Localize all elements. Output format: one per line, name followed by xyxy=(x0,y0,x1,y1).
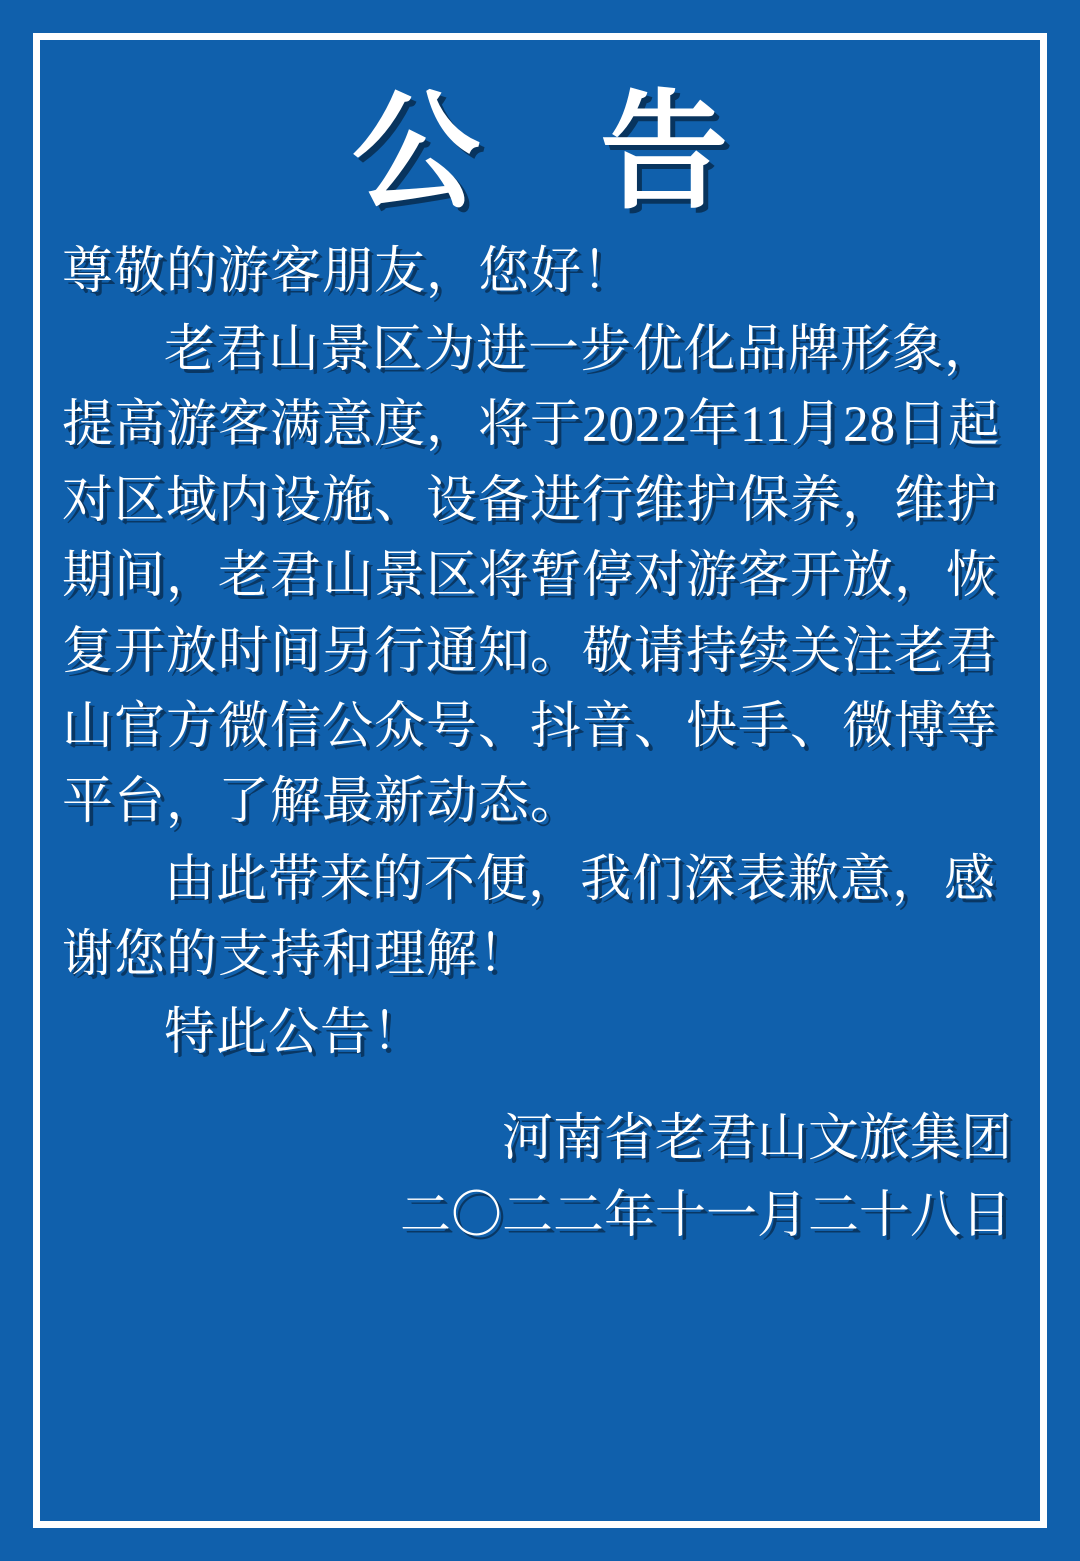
page-title: 公 告 xyxy=(351,82,772,224)
paragraph-maintenance-notice: 老君山景区为进一步优化品牌形象，提高游客满意度，将于2022年11月28日起对区域内设施、设备进行维护保养，维护期间，老君山景区将暂停对游客开放，恢复开放时间另行通知。敬请持续关注老君山官方微信公众号、抖音、快手、微博等平台，了解最新动态。 xyxy=(62,321,1001,831)
paragraph-closing: 特此公告！ xyxy=(164,1004,425,1061)
signature-organization: 河南省老君山文旅集团 xyxy=(501,1111,1012,1168)
announcement-body xyxy=(62,235,1018,1071)
signature-block xyxy=(62,1101,1018,1254)
greeting-text: 尊敬的游客朋友，您好！ xyxy=(62,244,635,301)
paragraph-apology: 由此带来的不便，我们深表歉意，感谢您的支持和理解！ xyxy=(62,851,997,984)
signature-date: 二〇二二年十一月二十八日 xyxy=(399,1187,1012,1244)
poster-content xyxy=(62,62,1018,1499)
